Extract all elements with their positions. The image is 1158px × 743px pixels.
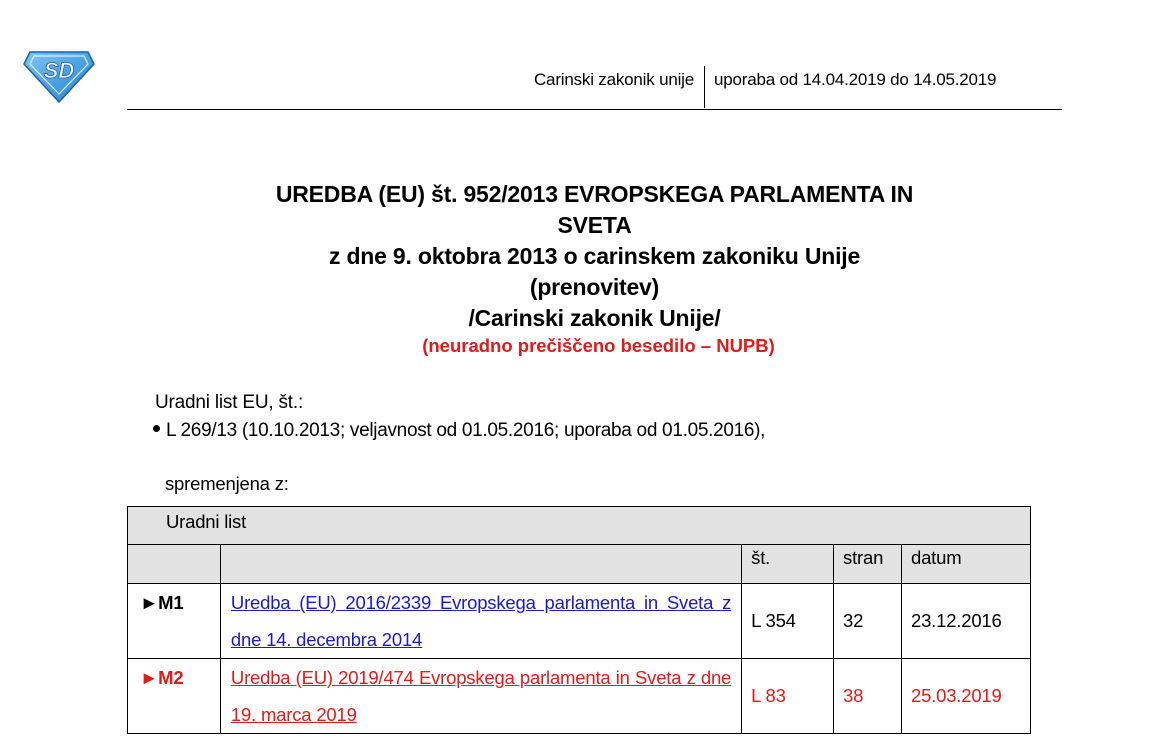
column-header-number [742, 545, 834, 584]
column-header-description [220, 545, 741, 584]
amendment-date: 23.12.2016 [911, 610, 1002, 631]
row-date-cell [902, 584, 1031, 659]
amendments-table [127, 506, 1031, 734]
column-header-page [834, 545, 902, 584]
table-row [128, 584, 1031, 659]
header-validity: uporaba od 14.04.2019 do 14.05.2019 [714, 70, 997, 89]
group-header-label: Uradni list [166, 511, 247, 532]
header-separator [704, 66, 705, 108]
official-journal-entry-text: L 269/13 (10.10.2013; veljavnost od 01.05.2016; uporaba od 01.05.2016), [166, 420, 766, 441]
column-header-date [902, 545, 1031, 584]
column-header-marker [128, 545, 221, 584]
row-description-cell [220, 659, 741, 734]
bullet-icon [153, 425, 160, 432]
title-line-2: SVETA [557, 212, 632, 238]
amendment-page: 32 [843, 610, 864, 631]
row-page-cell [834, 584, 902, 659]
title-line-4: (prenovitev) [529, 274, 660, 300]
official-journal-label: Uradni list EU, št.: [155, 392, 304, 413]
row-number-cell [742, 584, 834, 659]
page-header [127, 66, 1062, 110]
row-number-cell [742, 659, 834, 734]
column-page-label: stran [843, 547, 884, 568]
title-line-1: UREDBA (EU) št. 952/2013 EVROPSKEGA PARLAMENTA IN [275, 181, 914, 207]
amendment-marker: ►M1 [140, 592, 184, 613]
document-title [127, 179, 1062, 358]
svg-text:SD: SD [43, 58, 75, 83]
table-row [128, 659, 1031, 734]
table-group-header-row [128, 507, 1031, 545]
row-marker-cell [128, 659, 221, 734]
header-document-name: Carinski zakonik unije [533, 70, 694, 89]
amendment-date: 25.03.2019 [911, 685, 1002, 706]
table-column-header-row [128, 545, 1031, 584]
amendment-link[interactable]: Uredba (EU) 2019/474 Evropskega parlamenta in Sveta z dne 19. marca 2019 [230, 667, 732, 725]
amendment-marker: ►M2 [140, 667, 184, 688]
shield-logo-icon [22, 48, 96, 104]
amendment-number: L 354 [751, 610, 796, 631]
column-number-label: št. [751, 547, 771, 568]
amendment-page: 38 [843, 685, 864, 706]
document-subtitle: (neuradno prečiščeno besedilo – NUPB) [422, 335, 775, 356]
amendment-number: L 83 [751, 685, 786, 706]
row-description-cell [220, 584, 741, 659]
row-marker-cell [128, 584, 221, 659]
column-date-label: datum [911, 547, 962, 568]
amendment-link[interactable]: Uredba (EU) 2016/2339 Evropskega parlamenta in Sveta z dne 14. decembra 2014 [230, 592, 732, 650]
official-journal-entry [153, 420, 765, 442]
row-page-cell [834, 659, 902, 734]
row-date-cell [902, 659, 1031, 734]
table-group-header [128, 507, 1031, 545]
amended-by-label: spremenjena z: [165, 473, 289, 494]
title-line-5: /Carinski zakonik Unije/ [468, 305, 721, 331]
title-line-3: z dne 9. oktobra 2013 o carinskem zakoniku Unije [328, 243, 861, 269]
